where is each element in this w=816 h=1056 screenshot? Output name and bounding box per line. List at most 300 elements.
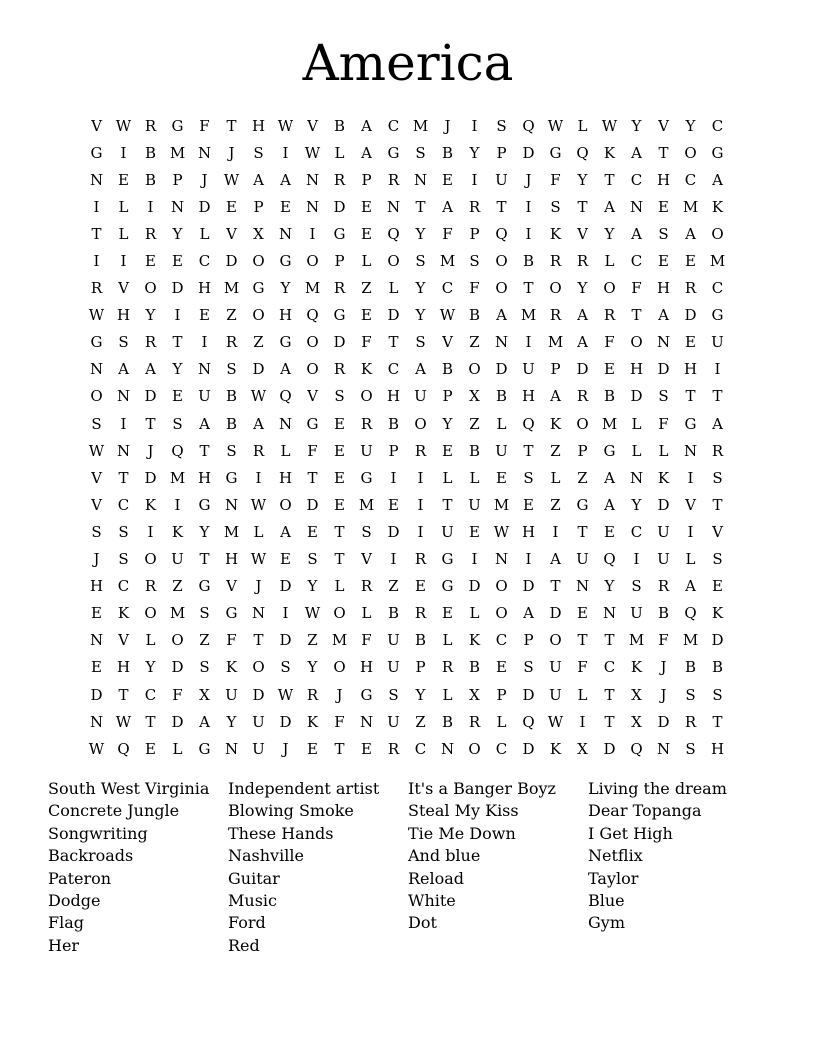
grid-letter: N [89, 712, 104, 731]
grid-letter: M [169, 468, 186, 487]
grid-letter: D [144, 387, 157, 406]
grid-letter: O [711, 224, 724, 243]
grid-letter: A [145, 360, 156, 379]
grid-letter: E [577, 604, 588, 623]
grid-letter: B [414, 631, 427, 650]
grid-letter: L [469, 604, 480, 623]
grid-letter: S [415, 333, 426, 352]
word-list-item: Tie Me Down [408, 823, 516, 843]
grid-letter: S [658, 224, 669, 243]
grid-letter: S [415, 143, 426, 162]
grid-letter: H [521, 387, 536, 406]
grid-letter: I [174, 495, 181, 514]
grid-letter: S [685, 739, 696, 758]
grid-letter: S [523, 658, 534, 677]
grid-letter: D [306, 495, 319, 514]
grid-letter: H [224, 550, 239, 569]
grid-letter: D [495, 360, 508, 379]
grid-letter: E [442, 604, 453, 623]
grid-letter: N [116, 387, 131, 406]
grid-letter: D [684, 306, 697, 325]
grid-letter: O [144, 279, 157, 298]
grid-letter: T [415, 197, 426, 216]
word-list-item: Reload [408, 868, 465, 888]
grid-letter: V [712, 522, 723, 541]
grid-letter: G [225, 468, 238, 487]
grid-letter: E [469, 522, 480, 541]
grid-letter: X [469, 685, 480, 704]
grid-letter: J [525, 170, 532, 189]
grid-letter: O [279, 495, 292, 514]
grid-letter: Z [415, 712, 426, 731]
grid-letter: Y [604, 577, 615, 596]
grid-letter: O [630, 333, 643, 352]
grid-letter: V [91, 116, 102, 135]
grid-row [83, 356, 731, 383]
grid-letter: S [523, 468, 534, 487]
grid-letter: A [280, 522, 291, 541]
grid-letter: T [604, 712, 615, 731]
grid-letter: A [631, 143, 642, 162]
word-column [48, 778, 228, 957]
grid-letter: B [333, 116, 346, 135]
grid-letter: G [90, 333, 103, 352]
grid-letter: G [198, 495, 211, 514]
grid-letter: T [388, 333, 399, 352]
grid-letter: E [361, 224, 372, 243]
grid-letter: G [360, 468, 373, 487]
grid-letter: H [197, 468, 212, 487]
grid-letter: D [522, 685, 535, 704]
grid-letter: A [604, 468, 615, 487]
grid-letter: L [172, 739, 183, 758]
grid-letter: E [712, 577, 723, 596]
grid-letter: D [171, 279, 184, 298]
grid-letter: K [144, 495, 157, 514]
grid-letter: B [468, 306, 481, 325]
grid-letter: A [712, 170, 723, 189]
grid-letter: L [577, 116, 588, 135]
word-list-item: Concrete Jungle [48, 801, 180, 821]
grid-letter: T [145, 414, 156, 433]
grid-letter: N [89, 360, 104, 379]
grid-letter: M [628, 631, 645, 650]
grid-letter: Q [387, 224, 400, 243]
grid-letter: D [333, 333, 346, 352]
grid-letter: A [442, 197, 453, 216]
grid-letter: G [198, 577, 211, 596]
grid-row [83, 329, 731, 356]
grid-letter: P [442, 387, 453, 406]
grid-letter: Q [495, 224, 508, 243]
grid-letter: M [223, 279, 240, 298]
grid-letter: E [442, 170, 453, 189]
grid-letter: Q [603, 550, 616, 569]
grid-letter: F [361, 631, 372, 650]
grid-letter: B [144, 143, 157, 162]
grid-letter: N [89, 170, 104, 189]
grid-letter: A [550, 387, 561, 406]
grid-letter: L [577, 685, 588, 704]
grid-letter: Q [306, 306, 319, 325]
grid-letter: V [361, 550, 372, 569]
grid-letter: T [658, 143, 669, 162]
grid-letter: L [550, 468, 561, 487]
grid-letter: E [658, 197, 669, 216]
grid-letter: T [442, 495, 453, 514]
grid-letter: G [306, 414, 319, 433]
grid-letter: Z [469, 333, 480, 352]
word-list-item: These Hands [228, 823, 334, 843]
word-list-item: Steal My Kiss [408, 801, 519, 821]
grid-letter: E [280, 550, 291, 569]
grid-letter: R [387, 739, 400, 758]
grid-letter: I [390, 550, 397, 569]
grid-row [83, 112, 731, 139]
grid-row [83, 627, 731, 654]
grid-letter: G [441, 550, 454, 569]
grid-row [83, 681, 731, 708]
grid-row [83, 600, 731, 627]
grid-letter: L [280, 441, 291, 460]
grid-letter: I [147, 522, 154, 541]
grid-letter: T [118, 685, 129, 704]
word-list-item: Dodge [48, 891, 101, 911]
grid-letter: U [657, 522, 670, 541]
grid-letter: G [171, 116, 184, 135]
grid-letter: D [522, 739, 535, 758]
grid-row [83, 139, 731, 166]
grid-letter: S [631, 577, 642, 596]
grid-letter: E [334, 468, 345, 487]
grid-letter: D [144, 468, 157, 487]
grid-letter: Z [577, 468, 588, 487]
grid-letter: S [712, 685, 723, 704]
grid-letter: E [442, 441, 453, 460]
grid-letter: O [144, 550, 157, 569]
grid-letter: O [387, 252, 400, 271]
grid-letter: H [116, 306, 131, 325]
grid-letter: U [657, 550, 670, 569]
grid-letter: Y [199, 522, 210, 541]
grid-letter: W [547, 116, 564, 135]
grid-letter: D [279, 712, 292, 731]
grid-letter: E [199, 306, 210, 325]
grid-letter: U [711, 333, 724, 352]
grid-letter: T [604, 631, 615, 650]
grid-letter: R [414, 441, 427, 460]
grid-letter: D [171, 712, 184, 731]
word-list-item: Dot [408, 913, 437, 933]
grid-letter: P [523, 631, 534, 650]
grid-letter: G [441, 577, 454, 596]
grid-letter: S [199, 604, 210, 623]
grid-letter: N [278, 224, 293, 243]
grid-letter: F [577, 658, 588, 677]
grid-letter: O [252, 252, 265, 271]
grid-letter: E [91, 658, 102, 677]
grid-letter: J [201, 170, 208, 189]
grid-letter: T [307, 468, 318, 487]
grid-letter: Y [172, 224, 183, 243]
grid-letter: L [604, 252, 615, 271]
grid-letter: T [604, 170, 615, 189]
grid-letter: P [172, 170, 183, 189]
grid-row [83, 383, 731, 410]
grid-letter: U [414, 387, 427, 406]
grid-letter: Y [442, 414, 453, 433]
grid-letter: A [523, 604, 534, 623]
grid-letter: A [658, 306, 669, 325]
grid-letter: T [334, 550, 345, 569]
grid-letter: G [252, 279, 265, 298]
grid-letter: D [252, 360, 265, 379]
grid-letter: S [388, 685, 399, 704]
grid-letter: I [525, 197, 532, 216]
grid-letter: B [144, 170, 157, 189]
grid-letter: R [144, 577, 157, 596]
grid-letter: D [252, 685, 265, 704]
grid-letter: N [656, 333, 671, 352]
grid-letter: G [90, 143, 103, 162]
grid-letter: R [144, 333, 157, 352]
grid-letter: F [658, 631, 669, 650]
grid-letter: T [712, 387, 723, 406]
grid-letter: R [549, 252, 562, 271]
grid-letter: N [278, 414, 293, 433]
grid-letter: Y [631, 495, 642, 514]
word-list-item: I Get High [588, 823, 673, 843]
grid-letter: S [118, 550, 129, 569]
grid-letter: P [388, 441, 399, 460]
grid-letter: D [90, 685, 103, 704]
grid-letter: N [494, 333, 509, 352]
grid-letter: X [469, 387, 480, 406]
grid-letter: U [522, 360, 535, 379]
grid-letter: L [253, 522, 264, 541]
grid-letter: Q [171, 441, 184, 460]
grid-letter: S [658, 387, 669, 406]
grid-letter: R [603, 306, 616, 325]
grid-letter: B [657, 604, 670, 623]
grid-letter: C [414, 739, 427, 758]
grid-letter: G [711, 143, 724, 162]
grid-letter: M [304, 279, 321, 298]
grid-row [83, 546, 731, 573]
grid-letter: A [199, 712, 210, 731]
grid-letter: M [520, 306, 537, 325]
grid-letter: G [279, 333, 292, 352]
grid-row [83, 708, 731, 735]
word-list-item: Red [228, 935, 260, 955]
word-list-item: Living the dream [588, 779, 727, 798]
grid-letter: Q [117, 739, 130, 758]
grid-letter: A [550, 550, 561, 569]
grid-letter: X [631, 712, 642, 731]
grid-letter: U [387, 631, 400, 650]
grid-row [83, 247, 731, 274]
grid-letter: J [147, 441, 154, 460]
grid-letter: D [657, 495, 670, 514]
grid-letter: R [360, 414, 373, 433]
grid-letter: Y [145, 306, 156, 325]
grid-letter: Q [630, 739, 643, 758]
grid-letter: O [468, 360, 481, 379]
word-list-item: White [408, 891, 456, 911]
grid-letter: F [199, 116, 210, 135]
grid-letter: V [307, 116, 318, 135]
word-list-item: Gym [588, 913, 625, 933]
grid-letter: O [360, 387, 373, 406]
grid-letter: R [441, 658, 454, 677]
grid-letter: V [118, 279, 129, 298]
grid-letter: L [442, 685, 453, 704]
word-list-item: Songwriting [48, 823, 148, 843]
grid-letter: M [601, 414, 618, 433]
grid-letter: A [496, 306, 507, 325]
grid-letter: L [631, 414, 642, 433]
grid-letter: W [304, 143, 321, 162]
grid-letter: Z [550, 441, 561, 460]
grid-letter: B [711, 658, 724, 677]
grid-letter: B [225, 387, 238, 406]
grid-letter: E [334, 441, 345, 460]
grid-letter: E [415, 577, 426, 596]
grid-letter: A [361, 116, 372, 135]
grid-letter: O [333, 658, 346, 677]
grid-letter: I [282, 143, 289, 162]
grid-letter: W [88, 441, 105, 460]
grid-letter: G [198, 739, 211, 758]
word-list-item: Ford [228, 913, 266, 933]
grid-letter: D [603, 739, 616, 758]
grid-letter: Y [685, 116, 696, 135]
word-list-item: South West Virginia [48, 779, 210, 798]
grid-letter: Z [253, 333, 264, 352]
grid-letter: Y [145, 658, 156, 677]
grid-letter: O [144, 604, 157, 623]
grid-letter: O [549, 279, 562, 298]
grid-row [83, 491, 731, 518]
grid-letter: A [604, 495, 615, 514]
grid-letter: O [333, 604, 346, 623]
grid-letter: G [279, 252, 292, 271]
grid-letter: D [225, 252, 238, 271]
grid-letter: K [225, 658, 238, 677]
grid-letter: B [468, 441, 481, 460]
grid-letter: N [602, 604, 617, 623]
grid-letter: E [361, 739, 372, 758]
grid-letter: Y [280, 279, 291, 298]
grid-letter: N [116, 441, 131, 460]
grid-letter: I [471, 550, 478, 569]
grid-letter: N [197, 143, 212, 162]
grid-letter: C [117, 495, 130, 514]
grid-letter: I [579, 712, 586, 731]
grid-letter: O [306, 252, 319, 271]
grid-letter: N [494, 550, 509, 569]
word-list-item: Pateron [48, 868, 112, 888]
grid-letter: R [684, 712, 697, 731]
grid-letter: A [577, 333, 588, 352]
grid-letter: R [252, 441, 265, 460]
grid-letter: D [657, 360, 670, 379]
grid-letter: N [629, 197, 644, 216]
grid-letter: T [496, 197, 507, 216]
grid-letter: V [685, 495, 696, 514]
grid-letter: T [91, 224, 102, 243]
grid-letter: R [306, 685, 319, 704]
grid-letter: J [660, 685, 667, 704]
grid-letter: R [333, 279, 346, 298]
grid-letter: Z [469, 414, 480, 433]
grid-letter: I [282, 604, 289, 623]
grid-letter: G [333, 306, 346, 325]
grid-letter: B [387, 604, 400, 623]
grid-letter: L [496, 414, 507, 433]
grid-letter: V [118, 631, 129, 650]
grid-letter: O [495, 279, 508, 298]
grid-letter: W [439, 306, 456, 325]
grid-row [83, 302, 731, 329]
grid-letter: X [577, 739, 588, 758]
grid-letter: M [682, 631, 699, 650]
grid-letter: Y [307, 658, 318, 677]
grid-letter: E [361, 306, 372, 325]
grid-letter: H [278, 306, 293, 325]
grid-letter: P [253, 197, 264, 216]
grid-letter: J [660, 658, 667, 677]
grid-letter: S [307, 550, 318, 569]
grid-letter: S [334, 387, 345, 406]
grid-letter: O [495, 604, 508, 623]
grid-letter: R [414, 604, 427, 623]
grid-letter: O [171, 631, 184, 650]
grid-letter: A [415, 360, 426, 379]
grid-letter: O [576, 414, 589, 433]
grid-letter: I [714, 360, 721, 379]
grid-letter: T [172, 333, 183, 352]
grid-letter: L [361, 252, 372, 271]
grid-letter: S [550, 197, 561, 216]
grid-letter: N [305, 197, 320, 216]
grid-letter: T [199, 441, 210, 460]
grid-letter: J [336, 685, 343, 704]
grid-letter: L [442, 468, 453, 487]
grid-letter: W [250, 495, 267, 514]
grid-letter: K [711, 197, 724, 216]
grid-letter: A [685, 577, 696, 596]
grid-letter: P [496, 143, 507, 162]
grid-letter: G [387, 143, 400, 162]
grid-letter: N [413, 170, 428, 189]
grid-letter: D [279, 631, 292, 650]
grid-letter: G [333, 224, 346, 243]
grid-letter: A [253, 414, 264, 433]
grid-letter: V [658, 116, 669, 135]
grid-letter: R [387, 170, 400, 189]
grid-letter: O [90, 387, 103, 406]
grid-letter: I [552, 522, 559, 541]
grid-letter: J [444, 116, 451, 135]
grid-letter: S [91, 522, 102, 541]
grid-row [83, 275, 731, 302]
grid-letter: I [174, 306, 181, 325]
grid-letter: R [414, 550, 427, 569]
grid-letter: I [687, 468, 694, 487]
grid-letter: K [171, 522, 184, 541]
grid-letter: U [495, 441, 508, 460]
